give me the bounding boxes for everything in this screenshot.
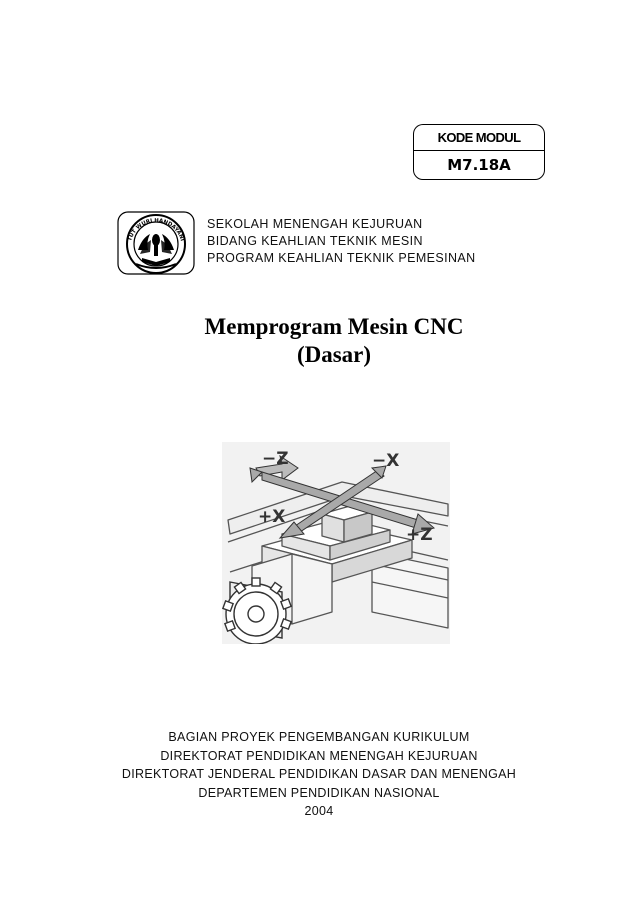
tut-wuri-handayani-logo-icon <box>116 210 196 276</box>
school-line-3: PROGRAM KEAHLIAN TEKNIK PEMESINAN <box>207 251 476 265</box>
axis-label-minus-z: −Z <box>262 449 289 469</box>
module-title-line-2: (Dasar) <box>296 342 372 367</box>
module-title-line-1: Memprogram Mesin CNC <box>204 314 464 339</box>
school-line-1: SEKOLAH MENENGAH KEJURUAN <box>207 217 423 231</box>
axis-label-minus-x: −X <box>372 451 400 471</box>
module-title <box>0 313 638 369</box>
kode-modul-box <box>413 124 545 182</box>
publisher-line-1: BAGIAN PROYEK PENGEMBANGAN KURIKULUM <box>168 730 470 744</box>
axis-label-plus-x: +X <box>258 507 286 527</box>
publisher-block <box>0 728 638 821</box>
publisher-line-4: DEPARTEMEN PENDIDIKAN NASIONAL <box>198 785 440 800</box>
school-line-2: BIDANG KEAHLIAN TEKNIK MESIN <box>207 234 423 248</box>
cnc-lathe-axes-illustration-icon <box>222 442 450 644</box>
kode-modul-value: M7.18A <box>413 150 545 180</box>
publication-year: 2004 <box>304 804 334 818</box>
svg-text:TUT WURI HANDAYANI: TUT WURI HANDAYANI <box>127 217 185 242</box>
publisher-line-2: DIREKTORAT PENDIDIKAN MENENGAH KEJURUAN <box>160 748 478 763</box>
publisher-line-3: DIREKTORAT JENDERAL PENDIDIKAN DASAR DAN MENENGAH <box>121 767 517 781</box>
axis-label-plus-z: +Z <box>406 525 433 545</box>
kode-modul-label: KODE MODUL <box>413 124 545 151</box>
school-heading <box>207 216 476 267</box>
